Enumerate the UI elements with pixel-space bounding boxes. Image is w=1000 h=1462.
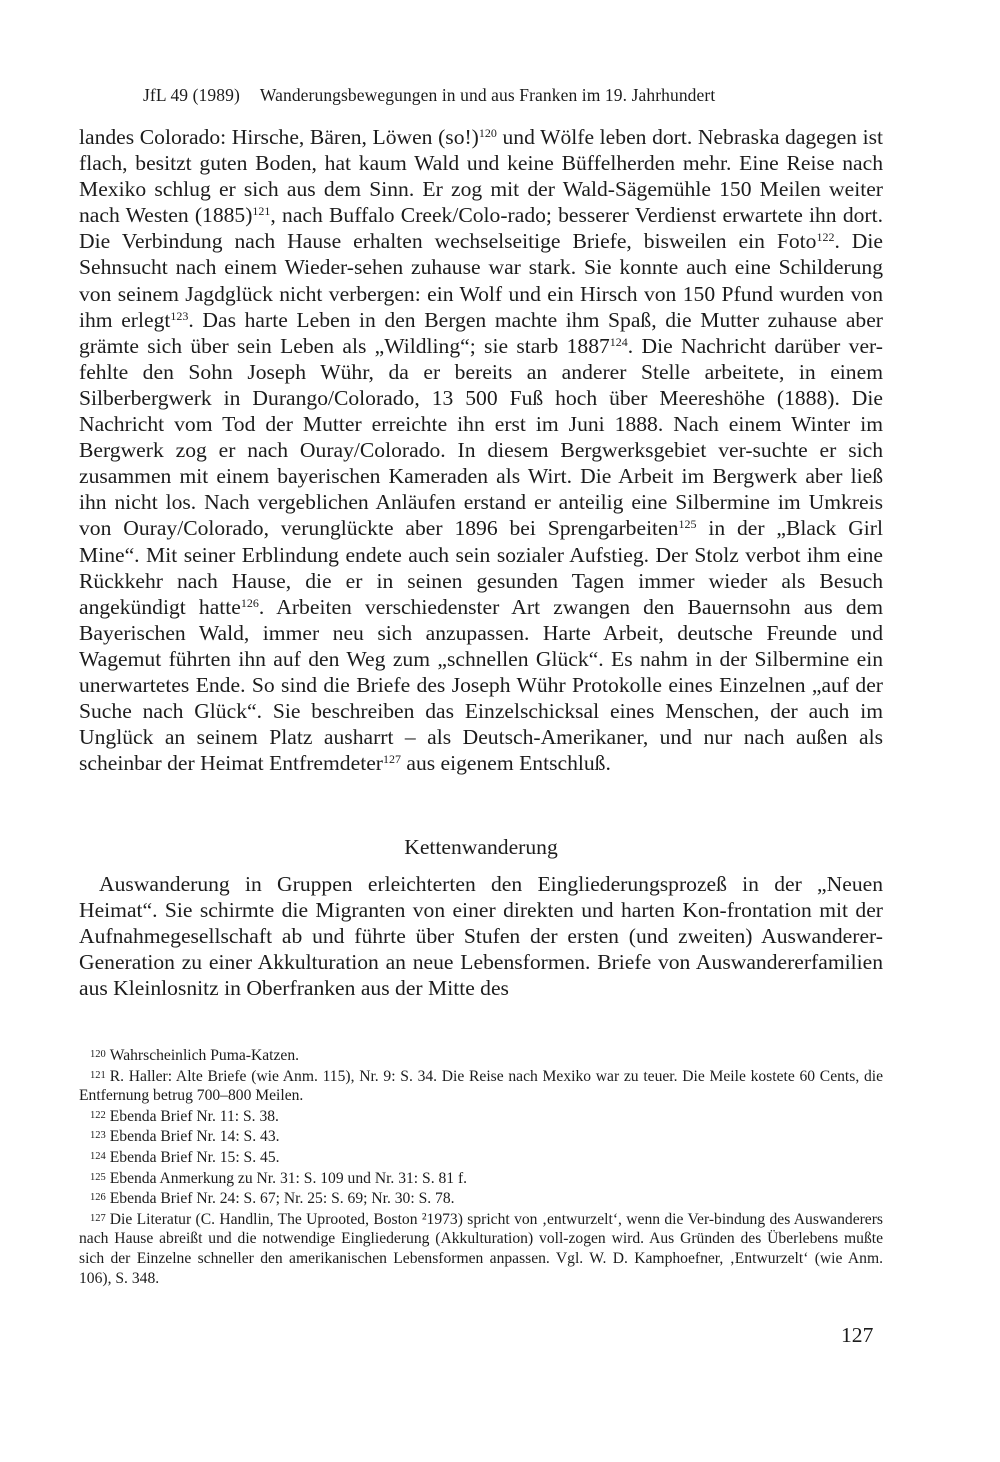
footnote-ref-122[interactable]: 122 xyxy=(816,230,835,245)
header-title: Wanderungsbewegungen in und aus Franken im 19. Jahrhundert xyxy=(259,85,716,105)
main-text-continued xyxy=(79,871,883,1001)
footnote-text: Ebenda Brief Nr. 24: S. 67; Nr. 25: S. 69; Nr. 30: S. 78. xyxy=(109,1190,455,1208)
running-header xyxy=(143,84,883,106)
footnote-ref-123[interactable]: 123 xyxy=(170,308,189,323)
text-run: und Wölfe leben dort. Nebraska dagegen ist flach, besitzt guten Boden, hat kaum Wald und keine Büffelherden mehr. Eine Reise nach Mexiko schlug er sich aus dem Sinn. Er zog mit der Wald-Sägemühle 150 Meilen weiter nach Westen (1885) xyxy=(79,125,883,228)
text-run: landes Colorado: Hirsche, Bären, Löwen (so!) xyxy=(79,125,479,149)
text-run: . Arbeiten verschiedenster Art zwangen den Bauernsohn aus dem Bayerischen Wald, immer neu sich anzupassen. Harte Arbeit, deutsche Freunde und Wagemut führten ihn auf den Weg zum „schnellen Glück“. Es nahm in der Silbermine ein unerwartetes Ende. So sind die Briefe des Joseph Wühr Protokolle eines Einzelnen „auf der Suche nach Glück“. Sie beschreiben das Einzelschicksal eines Menschen, der auch im Unglück an seinem Platz ausharrt – als Deutsch-Amerikaner, und nur nach außen als scheinbar der Heimat Entfremdeter xyxy=(79,594,883,776)
footnote-121 xyxy=(79,1066,883,1106)
footnote-number: 122 xyxy=(90,1109,106,1121)
footnote-127 xyxy=(79,1209,883,1288)
footnote-text: Die Literatur (C. Handlin, The Uprooted, Boston ²1973) spricht von ‚entwurzelt‘, wenn die Ver-bindung des Auswanderers nach Hause abreißt und die notwendige Eingliederung (Akkulturation) voll-zogen wird. Aus Gründen des Überlebens mußte sich der Einzelne schneller den amerikanischen Lebensformen anpassen. Vgl. W. D. Kamphoefner, ‚Entwurzelt‘ (wie Anm. 106), S. 348. xyxy=(79,1210,883,1287)
footnote-number: 125 xyxy=(90,1171,106,1183)
header-volume: JfL 49 (1989) xyxy=(143,85,240,105)
footnote-124 xyxy=(79,1147,883,1168)
footnote-ref-120[interactable]: 120 xyxy=(478,126,497,140)
footnote-number: 126 xyxy=(90,1192,106,1204)
paragraph-1 xyxy=(79,124,883,776)
footnote-126 xyxy=(79,1188,883,1209)
footnote-text: Ebenda Brief Nr. 14: S. 43. xyxy=(109,1128,280,1146)
section-heading: Kettenwanderung xyxy=(404,835,558,859)
footnote-125 xyxy=(79,1168,883,1189)
text-run: . Die Sehnsucht nach einem Wieder-sehen zuhause war stark. Sie konnte auch eine Schilderung von seinem Jagdglück nicht verbergen: ein Wolf und ein Hirsch von 150 Pfund wurden von ihm erlegt xyxy=(79,229,883,332)
footnote-text: Ebenda Brief Nr. 15: S. 45. xyxy=(109,1148,280,1166)
footnote-text: R. Haller: Alte Briefe (wie Anm. 115), Nr. 9: S. 34. Die Reise nach Mexiko war zu teuer. Die Meile kostete 60 Cents, die Entfernung betrug 700–800 Meilen. xyxy=(79,1067,883,1105)
footnote-ref-126[interactable]: 126 xyxy=(240,595,259,610)
text-run: , nach Buffalo Creek/Colo-rado; besserer Verdienst erwartete ihn dort. Die Verbindung nach Hause erhalten wechselseitige Briefe, bisweilen ein Foto xyxy=(79,203,883,254)
footnote-text: Ebenda Brief Nr. 11: S. 38. xyxy=(109,1107,279,1125)
footnote-120 xyxy=(79,1045,883,1066)
footnotes xyxy=(79,1045,883,1288)
text-run: . Das harte Leben in den Bergen machte ihm Spaß, die Mutter zuhause aber grämte sich über sein Leben als „Wildling“; sie starb 1887 xyxy=(79,307,883,358)
footnote-text: Ebenda Anmerkung zu Nr. 31: S. 109 und Nr. 31: S. 81 f. xyxy=(109,1169,468,1187)
page-number: 127 xyxy=(841,1323,874,1347)
footnote-122 xyxy=(79,1106,883,1127)
footnote-ref-124[interactable]: 124 xyxy=(609,334,628,349)
main-text xyxy=(79,124,883,776)
footnote-number: 127 xyxy=(90,1212,106,1224)
footnote-text: Wahrscheinlich Puma-Katzen. xyxy=(109,1047,300,1064)
footnote-ref-121[interactable]: 121 xyxy=(252,204,271,219)
footnote-number: 124 xyxy=(90,1150,106,1162)
text-run: . Die Nachricht darüber ver-fehlte den Sohn Joseph Wühr, da er bereits an anderer Stelle arbeitete, in einem Silberbergwerk in Durango/Colorado, 13 500 Fuß hoch über Meereshöhe (1888). Die Nachricht vom Tod der Mutter erreichte ihn erst im Juni 1888. Nach einem Winter im Bergwerk zog er nach Ouray/Colorado. In diesem Bergwerksgebiet ver-suchte er sich zusammen mit einem bayerischen Kameraden als Wirt. Die Arbeit im Bergwerk aber ließ ihn nicht los. Nach vergeblichen Anläufen erstand er anteilig eine Silbermine im Umkreis von Ouray/Colorado, verunglückte aber 1896 bei Sprengarbeiten xyxy=(79,333,883,541)
paragraph-2: Auswanderung in Gruppen erleichterten den Eingliederungsprozeß in der „Neuen Heimat“. Sie schirmte die Migranten von einer direkten und harten Kon-frontation mit der Aufnahmegesellschaft ab und führte über Stufen der ersten (und zweiten) Auswanderer-Generation zu einer Akkulturation an neue Lebensformen. Briefe von Auswandererfamilien aus Kleinlosnitz in Oberfranken aus der Mitte des xyxy=(79,872,883,1001)
text-run: aus eigenem Entschluß. xyxy=(400,751,611,776)
footnote-number: 120 xyxy=(90,1049,106,1060)
footnote-ref-127[interactable]: 127 xyxy=(382,752,401,767)
footnote-ref-125[interactable]: 125 xyxy=(678,517,697,532)
text-run: in der „Black Girl Mine“. Mit seiner Erblindung endete auch sein sozialer Aufstieg. Der Stolz verbot ihm eine Rückkehr nach Hause, die er in seinen gesunden Tagen immer wieder als Besuch angekündigt hatte xyxy=(79,516,884,619)
footnote-number: 121 xyxy=(90,1069,106,1081)
footnote-123 xyxy=(79,1126,883,1147)
footnote-number: 123 xyxy=(90,1130,106,1142)
